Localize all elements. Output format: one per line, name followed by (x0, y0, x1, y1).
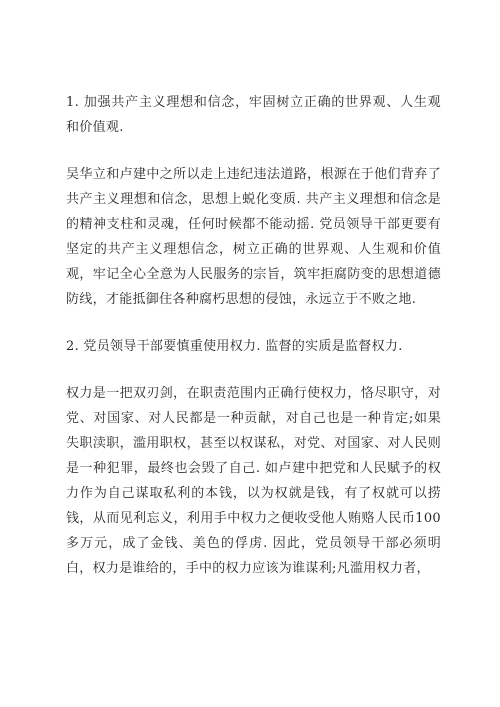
body-paragraph-1: 吴华立和卢建中之所以走上违纪违法道路，根源在于他们背弃了共产主义理想和信念，思想上蜕化变质. 共产主义理想和信念是的精神支柱和灵魂，任何时候都不能动摇. 党员领导干部更要有坚定的共产主义理想信念，树立正确的世界观、人生观和价值观，牢记全心全意为人民服务的宗旨，筑牢拒腐防变的思想道德防线，才能抵御住各种腐朽思想的侵蚀，永远立于不败之地. (66, 167, 441, 307)
body-paragraph-2: 权力是一把双刃剑，在职责范围内正确行使权力，恪尽职守，对党、对国家、对人民都是一种贡献，对自己也是一种肯定;如果失职渎职，滥用职权，甚至以权谋私，对党、对国家、对人民则是一种犯罪，最终也会毁了自己. 如卢建中把党和人民赋予的权力作为自己谋取私利的本钱，以为权就是钱，有了权就可以捞钱，从而见利忘义，利用手中权力之便收受他人贿赂人民币100多万元，成了金钱、美色的俘虏. 因此，党员领导干部必须明白，权力是谁给的，手中的权力应该为谁谋利;凡滥用权力者， (66, 386, 441, 576)
paragraph-spacer (66, 312, 441, 334)
paragraph-spacer (66, 140, 441, 162)
heading-paragraph-1: 1. 加强共产主义理想和信念，牢固树立正确的世界观、人生观和价值观. (66, 95, 441, 135)
document-body (66, 90, 441, 581)
heading-paragraph-2: 2. 党员领导干部要慎重使用权力. 监督的实质是监督权力. (66, 339, 403, 354)
paragraph-spacer (66, 359, 441, 381)
